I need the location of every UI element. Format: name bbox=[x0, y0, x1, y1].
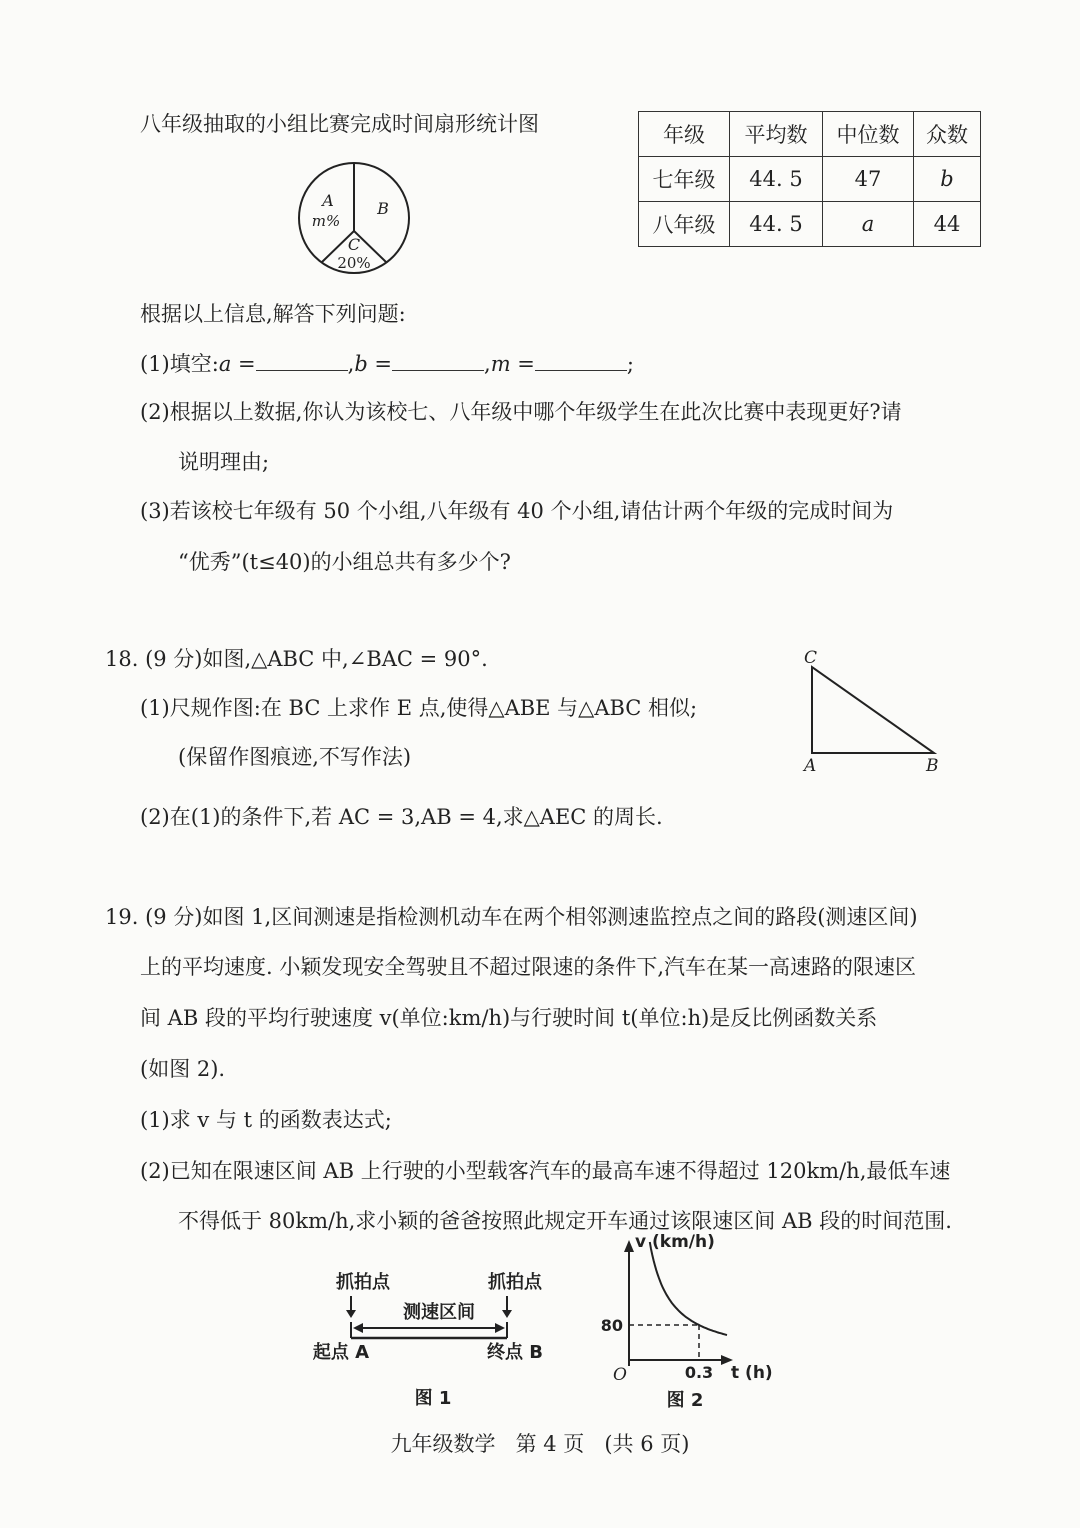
table-cell: 47 bbox=[823, 157, 914, 202]
q18-part1-note: (保留作图痕迹,不写作法) bbox=[178, 745, 412, 769]
vertex-b-label: B bbox=[926, 756, 939, 775]
table-cell: b bbox=[914, 157, 981, 202]
start-point-label: 起点 A bbox=[312, 1342, 370, 1363]
q17-a-label: a = bbox=[218, 352, 256, 376]
q17-part1-prefix: (1)填空: bbox=[140, 352, 219, 376]
page-footer: 九年级数学 第 4 页 (共 6 页) bbox=[390, 1432, 690, 1456]
table-cell: a bbox=[823, 202, 914, 247]
table-header: 众数 bbox=[914, 112, 981, 157]
origin-label: O bbox=[613, 1365, 627, 1385]
q17-intro: 根据以上信息,解答下列问题: bbox=[140, 302, 406, 326]
table-header: 平均数 bbox=[730, 112, 823, 157]
q19-stem-line1: 19. (9 分)如图 1,区间测速是指检测机动车在两个相邻测速监控点之间的路段(测速区间) bbox=[105, 905, 918, 929]
arrowhead-icon bbox=[495, 1323, 505, 1333]
pie-chart-title: 八年级抽取的小组比赛完成时间扇形统计图 bbox=[140, 112, 539, 136]
table-cell: 七年级 bbox=[639, 157, 730, 202]
q17-part2-line2: 说明理由; bbox=[178, 450, 270, 474]
q17-part3-line2: “优秀”(t≤40)的小组总共有多少个? bbox=[178, 550, 511, 574]
q17-part1 bbox=[140, 350, 634, 378]
q17-part2-line1: (2)根据以上数据,你认为该校七、八年级中哪个年级学生在此次比赛中表现更好?请 bbox=[140, 400, 902, 424]
table-header: 年级 bbox=[639, 112, 730, 157]
y-axis-arrow-icon bbox=[624, 1240, 634, 1252]
figure-2-inverse-graph bbox=[595, 1228, 795, 1416]
pie-slice-a-label: A bbox=[322, 191, 334, 210]
q18-part2: (2)在(1)的条件下,若 AC = 3,AB = 4,求△AEC 的周长. bbox=[140, 805, 663, 829]
pie-slice-a-value: m% bbox=[311, 212, 341, 230]
table-cell: 八年级 bbox=[639, 202, 730, 247]
q19-stem-line4: (如图 2). bbox=[140, 1057, 226, 1081]
inverse-curve bbox=[650, 1242, 727, 1335]
q19-part1: (1)求 v 与 t 的函数表达式; bbox=[140, 1108, 392, 1132]
answer-blank-b[interactable] bbox=[392, 352, 484, 371]
table-header: 中位数 bbox=[823, 112, 914, 157]
q19-stem-line3: 间 AB 段的平均行驶速度 v(单位:km/h)与行驶时间 t(单位:h)是反比例函数关系 bbox=[140, 1006, 878, 1030]
q19-part2-line2: 不得低于 80km/h,求小颖的爸爸按照此规定开车通过该限速区间 AB 段的时间范围. bbox=[178, 1209, 952, 1233]
x-tick-label: 0.3 bbox=[684, 1363, 714, 1382]
table-cell: 44 bbox=[914, 202, 981, 247]
triangle-abc bbox=[812, 667, 934, 753]
q17-m-label: m = bbox=[490, 352, 535, 376]
answer-blank-a[interactable] bbox=[256, 352, 348, 371]
table-cell: 44. 5 bbox=[730, 157, 823, 202]
figure-1-speed-zone bbox=[305, 1262, 565, 1412]
table-row bbox=[639, 157, 981, 202]
q18-stem: 18. (9 分)如图,△ABC 中,∠BAC = 90°. bbox=[105, 647, 488, 671]
triangle-figure bbox=[798, 645, 948, 775]
separator: , bbox=[347, 352, 355, 376]
q19-part2-line1: (2)已知在限速区间 AB 上行驶的小型载客汽车的最高车速不得超过 120km/h,最低车速 bbox=[140, 1159, 951, 1183]
pie-chart bbox=[290, 160, 420, 278]
pie-slice-b-label: B bbox=[377, 199, 389, 218]
vertex-a-label: A bbox=[804, 756, 817, 775]
y-tick-label: 80 bbox=[600, 1316, 623, 1335]
q18-part1: (1)尺规作图:在 BC 上求作 E 点,使得△ABE 与△ABC 相似; bbox=[140, 696, 698, 720]
arrowhead-icon bbox=[346, 1310, 356, 1318]
table-row bbox=[639, 202, 981, 247]
table-cell: 44. 5 bbox=[730, 202, 823, 247]
pie-slice-c-value: 20% bbox=[337, 254, 371, 272]
arrowhead-icon bbox=[502, 1310, 512, 1318]
capture-point-left-label: 抓拍点 bbox=[336, 1272, 390, 1293]
pie-slice-c-label: C bbox=[347, 235, 361, 254]
figure-2-caption: 图 2 bbox=[666, 1390, 704, 1411]
vertex-c-label: C bbox=[804, 648, 818, 668]
x-axis-label: t (h) bbox=[731, 1363, 773, 1383]
separator: ; bbox=[626, 352, 634, 376]
capture-point-right-label: 抓拍点 bbox=[488, 1272, 542, 1293]
speed-zone-label: 测速区间 bbox=[403, 1302, 475, 1323]
separator: , bbox=[484, 352, 491, 376]
statistics-table bbox=[638, 111, 981, 247]
end-point-label: 终点 B bbox=[487, 1342, 543, 1363]
y-axis-label: v (km/h) bbox=[635, 1232, 715, 1252]
figure-1-caption: 图 1 bbox=[414, 1388, 452, 1409]
arrowhead-icon bbox=[353, 1323, 363, 1333]
q19-stem-line2: 上的平均速度. 小颖发现安全驾驶且不超过限速的条件下,汽车在某一高速路的限速区 bbox=[140, 955, 917, 979]
q17-b-label: b = bbox=[354, 352, 393, 376]
table-header-row bbox=[639, 112, 981, 157]
answer-blank-m[interactable] bbox=[535, 352, 627, 371]
q17-part3-line1: (3)若该校七年级有 50 个小组,八年级有 40 个小组,请估计两个年级的完成时间为 bbox=[140, 499, 894, 523]
